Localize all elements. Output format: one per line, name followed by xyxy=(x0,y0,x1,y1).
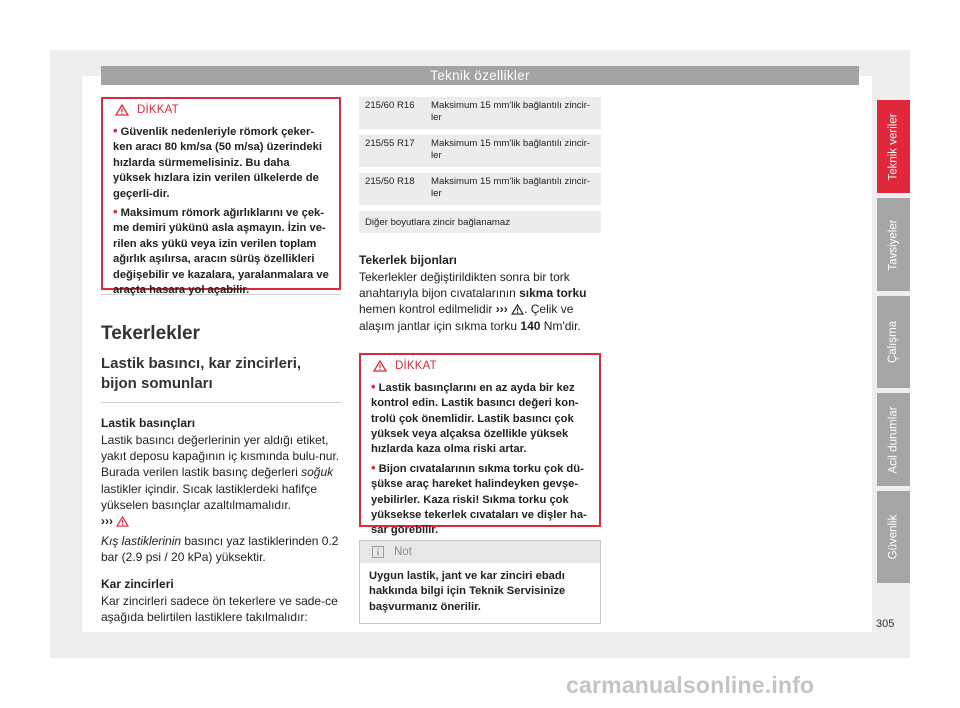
page-number: 305 xyxy=(876,618,895,630)
warning-title: DİKKAT xyxy=(395,359,437,372)
text-run: Tekerlekler değiştirildikten sonra bir tork anahtarıyla bijon cıvatalarının xyxy=(359,270,570,301)
text-run: sıkma torku xyxy=(519,286,587,301)
tab-tavsiyeler[interactable] xyxy=(877,198,910,291)
warning-triangle-icon xyxy=(116,516,129,527)
tab-label: Çalışma xyxy=(887,320,900,364)
table-row xyxy=(359,97,601,129)
tab-teknik-veriler[interactable] xyxy=(877,100,910,193)
bullet-icon: • xyxy=(113,204,118,220)
tab-acil-durumlar[interactable] xyxy=(877,393,910,486)
warning-triangle-icon xyxy=(373,360,387,372)
text-run: lastikler içindir. Sıcak lastiklerdeki hafifçe yükselen basınçlar azaltılmamalıdır. xyxy=(101,481,318,512)
section-subtitle: Lastik basıncı, kar zincirleri, bijon somunları xyxy=(101,355,302,392)
table-cell-desc: Maksimum 15 mm'lik bağlantılı zincir-ler xyxy=(425,173,601,205)
tab-label: Acil durumlar xyxy=(887,405,900,474)
text-run: . Çelik ve alaşım jantlar için sıkma torku xyxy=(359,302,574,333)
table-footer-cell: Diğer boyutlara zincir bağlanamaz xyxy=(359,211,601,233)
winter-tire-text xyxy=(101,533,341,565)
tire-pressure-heading: Lastik basınçları xyxy=(101,416,196,430)
tab-calisma[interactable] xyxy=(877,296,910,388)
warning-header xyxy=(103,99,339,121)
torque-value: 140 xyxy=(520,318,541,333)
warning-box xyxy=(359,353,601,537)
text-run: Kış lastiklerinin xyxy=(101,534,182,549)
right-column xyxy=(359,97,601,624)
cross-ref-arrow[interactable]: ››› xyxy=(101,514,113,529)
table-row xyxy=(359,135,601,167)
section-header: Teknik özellikler xyxy=(101,66,859,85)
note-body: Uygun lastik, jant ve kar zinciri ebadı hakkında bilgi için Teknik Servisinize başvurmanız önerilir. xyxy=(369,569,566,613)
warning-title: DİKKAT xyxy=(137,104,179,116)
table-cell-size: 215/50 R18 xyxy=(359,173,425,205)
cross-ref-arrow[interactable]: ››› xyxy=(495,302,508,317)
warning-item xyxy=(113,204,330,298)
warning-item-text: Güvenlik nedenleriyle römork çeker-ken aracı 80 km/sa (50 m/sa) üzerindeki hızlarda sürmemelisiniz. Bu daha yüksek hızlara izin verilen ülkelerde de geçerli-dir. xyxy=(113,126,322,200)
table-cell-desc: Maksimum 15 mm'lik bağlantılı zincir-ler xyxy=(425,135,601,167)
warning-item xyxy=(371,379,590,458)
warning-box xyxy=(101,97,341,297)
wheel-bolts-text xyxy=(359,269,601,334)
warning-triangle-icon xyxy=(511,304,524,315)
text-run: soğuk xyxy=(301,465,334,480)
warning-item-text: Lastik basınçlarını en az ayda bir kez kontrol edin. Lastik basıncı değeri kon-trolü çok önemlidir. Lastik basıncı çok yüksek veya alçaksa özellikle yüksek hızlarda kaza olma riski artar. xyxy=(371,381,579,456)
note-box xyxy=(359,540,601,624)
section-title: Tekerlekler xyxy=(101,323,200,344)
footer-watermark: carmanualsonline.info xyxy=(566,672,815,698)
tab-label: Güvenlik xyxy=(887,514,900,560)
warning-body xyxy=(103,121,339,308)
text-run: hemen kontrol edilmelidir xyxy=(359,302,493,317)
bullet-icon: • xyxy=(113,123,118,138)
snow-chains-heading: Kar zincirleri xyxy=(101,576,174,591)
warning-item-text: Maksimum römork ağırlıklarını ve çek-me demiri yükünü asla aşmayın. İzin ve-rilen aks yükü veya izin verilen toplam ağırlık aşılırsa, aracın sürüş özellikleri değişebilir ve kazalara, yaralanmalara ve araçta hasara yol açabilir. xyxy=(113,207,329,297)
note-icon xyxy=(372,546,384,558)
warning-header xyxy=(361,355,599,377)
warning-item-text: Bijon cıvatalarının sıkma torku çok dü-şükse araç hareket halindeyken gevşe-yebilirler. Kaza riski! Sıkma torku çok yüksekse tekerlek cıvataları ve dişler ha-sar görebilir. xyxy=(371,462,587,537)
tab-label: Teknik veriler xyxy=(887,112,900,181)
table-cell-size: 215/55 R17 xyxy=(359,135,425,167)
note-header xyxy=(360,541,600,563)
table-cell-size: 215/60 R16 xyxy=(359,97,425,129)
text-run: basıncı yaz lastiklerinden 0.2 bar (2.9 psi / 20 kPa) yüksektir. xyxy=(101,534,339,565)
table-row xyxy=(359,173,601,205)
wheel-bolts-heading: Tekerlek bijonları xyxy=(359,253,457,267)
note-title: Not xyxy=(394,545,412,558)
text-run: Nm'dir. xyxy=(543,318,581,333)
warning-body xyxy=(361,377,599,549)
bullet-icon: • xyxy=(371,378,376,394)
left-column xyxy=(101,97,341,625)
table-cell-desc: Maksimum 15 mm'lik bağlantılı zincir-ler xyxy=(425,97,601,129)
text-run: Lastik basıncı değerlerinin yer aldığı etiket, yakıt deposu kapağının iç kısmında bulu-nur. Burada verilen lastik basınç değerleri xyxy=(101,433,340,480)
tab-guvenlik[interactable] xyxy=(877,491,910,583)
warning-triangle-icon xyxy=(115,104,129,116)
tire-pressure-text xyxy=(101,432,341,529)
tab-label: Tavsiyeler xyxy=(887,218,900,271)
table-row xyxy=(359,211,601,233)
chain-table xyxy=(359,97,601,233)
warning-item xyxy=(113,123,330,202)
bullet-icon: • xyxy=(371,459,376,475)
snow-chains-text: Kar zincirleri sadece ön tekerlere ve sade-ce aşağıda belirtilen lastiklere takılmalıdır: xyxy=(101,593,338,624)
